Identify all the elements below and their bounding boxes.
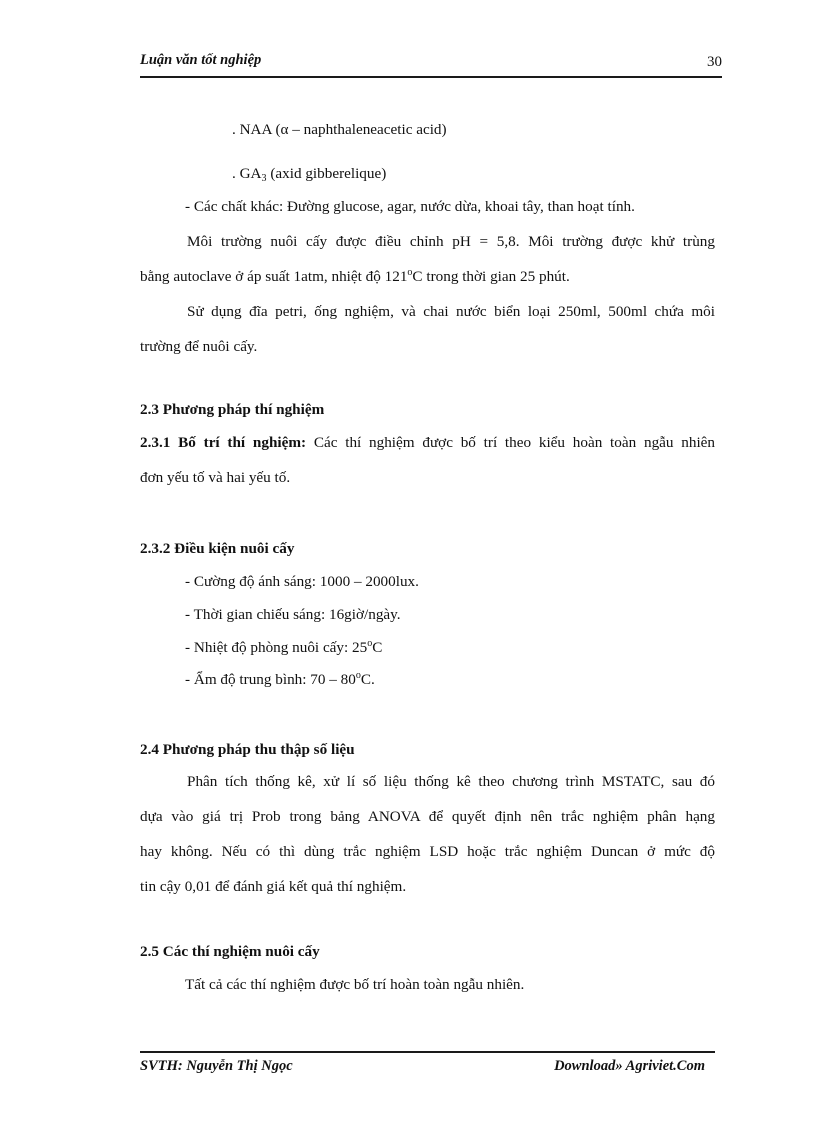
paragraph-dish-line2: trường để nuôi cấy. bbox=[140, 338, 258, 355]
paragraph-2-3-1-text: Các thí nghiệm được bố trí theo kiểu hoàn toàn ngẫu nhiên bbox=[306, 434, 716, 451]
condition-time: - Thời gian chiếu sáng: 16giờ/ngày. bbox=[185, 606, 401, 623]
paragraph-2-4-line2: dựa vào giá trị Prob trong bảng ANOVA để quyết định nên trắc nghiệm phân hạng bbox=[140, 808, 715, 825]
item-other-chemicals: - Các chất khác: Đường glucose, agar, nước dừa, khoai tây, than hoạt tính. bbox=[185, 198, 635, 215]
heading-2-3-2: 2.3.2 Điều kiện nuôi cấy bbox=[140, 540, 295, 557]
humidity-unit: C. bbox=[360, 671, 375, 688]
ga-suffix: (axid gibberelique) bbox=[266, 165, 387, 182]
temperature-text: - Nhiệt độ phòng nuôi cấy: 25 bbox=[185, 639, 368, 656]
page-footer bbox=[140, 1051, 715, 1074]
heading-2-5: 2.5 Các thí nghiệm nuôi cấy bbox=[140, 943, 320, 960]
footer-source: Download» Agriviet.Com bbox=[554, 1058, 705, 1074]
paragraph-2-4-line4: tin cậy 0,01 để đánh giá kết quả thí nghiệm. bbox=[140, 878, 407, 895]
header-title: Luận văn tốt nghiệp bbox=[140, 52, 262, 68]
ph-line2-end: C trong thời gian 25 phút. bbox=[412, 268, 570, 285]
paragraph-2-4-line1: Phân tích thống kê, xử lí số liệu thống kê theo chương trình MSTATC, sau đó bbox=[187, 773, 715, 790]
condition-light: - Cường độ ánh sáng: 1000 – 2000lux. bbox=[185, 573, 419, 590]
footer-author: SVTH: Nguyễn Thị Ngọc bbox=[140, 1058, 293, 1074]
ga-subscript: 3 bbox=[261, 173, 267, 184]
heading-2-4: 2.4 Phương pháp thu thập số liệu bbox=[140, 741, 355, 758]
page-header bbox=[140, 49, 722, 78]
condition-temperature bbox=[185, 638, 382, 658]
page-number: 30 bbox=[707, 54, 722, 70]
paragraph-2-5: Tất cả các thí nghiệm được bố trí hoàn toàn ngẫu nhiên. bbox=[185, 976, 525, 993]
paragraph-ph-line2 bbox=[140, 267, 570, 287]
degree-superscript: o bbox=[355, 670, 361, 681]
humidity-text: - Ẩm độ trung bình: 70 – 80 bbox=[185, 671, 356, 688]
paragraph-dish-line1: Sử dụng đĩa petri, ống nghiệm, và chai nước biển loại 250ml, 500ml chứa môi bbox=[187, 303, 715, 320]
degree-superscript: o bbox=[407, 267, 413, 278]
ga-prefix: . GA bbox=[232, 165, 262, 182]
ph-line2-text: bằng autoclave ở áp suất 1atm, nhiệt độ 121 bbox=[140, 268, 408, 285]
temperature-unit: C bbox=[372, 639, 383, 656]
paragraph-2-3-1-line1 bbox=[140, 433, 715, 453]
item-naa: . NAA (α – naphthaleneacetic acid) bbox=[232, 121, 447, 138]
heading-2-3-1: 2.3.1 Bố trí thí nghiệm: bbox=[140, 434, 307, 451]
paragraph-2-3-1-line2: đơn yếu tố và hai yếu tố. bbox=[140, 469, 291, 486]
degree-superscript: o bbox=[367, 638, 373, 649]
item-ga3 bbox=[232, 164, 386, 184]
paragraph-ph-line1: Môi trường nuôi cấy được điều chỉnh pH = 5,8. Môi trường được khử trùng bbox=[187, 233, 715, 250]
paragraph-2-4-line3: hay không. Nếu có thì dùng trắc nghiệm LSD hoặc trắc nghiệm Duncan ở mức độ bbox=[140, 843, 715, 860]
condition-humidity bbox=[185, 670, 375, 690]
heading-2-3: 2.3 Phương pháp thí nghiệm bbox=[140, 401, 325, 418]
